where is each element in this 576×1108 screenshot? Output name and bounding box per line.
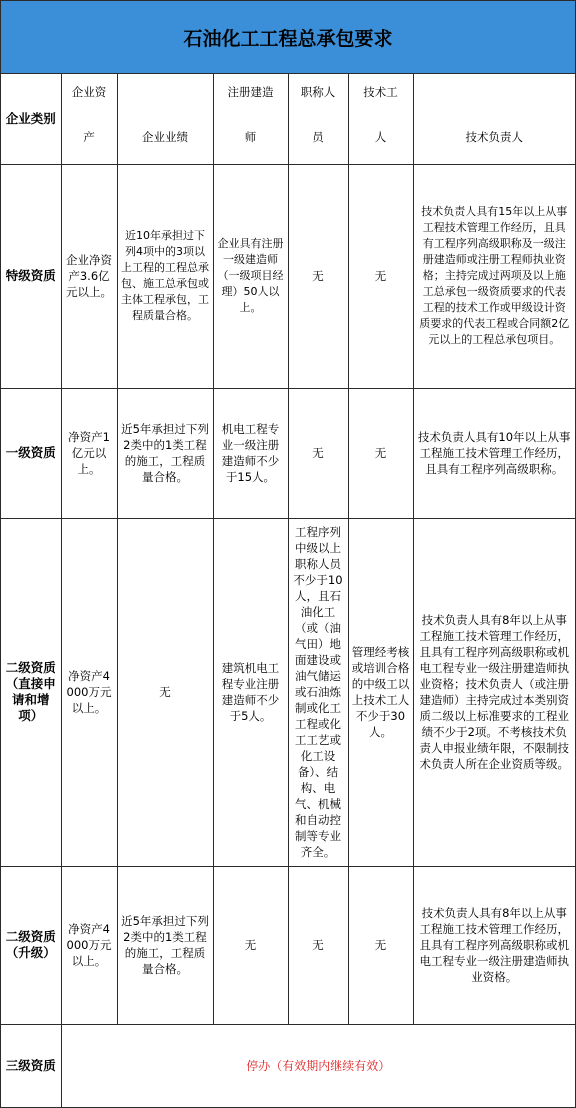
header-workers-top: 技术工 (348, 74, 413, 110)
row-tech-lead: 技术负责人具有10年以上从事工程施工技术管理工作经历，且具有工程序列高级职称。 (413, 388, 575, 518)
header-title-staff-bottom: 员 (288, 110, 348, 164)
row-performance: 近5年承担过下列2类中的1类工程的施工，工程质量合格。 (117, 866, 213, 1024)
header-performance-top (117, 74, 213, 110)
row-assets: 净资产4000万元以上。 (61, 866, 117, 1024)
header-performance: 企业业绩 (117, 110, 213, 164)
table-row (1, 866, 575, 1024)
row-tech-lead: 技术负责人具有8年以上从事工程施工技术管理工作经历，且具有工程序列高级职称或机电工程专业一级注册建造师执业资格；技术负责人（或注册建造师）主持完成过本类别资质二级以上标准要求的工程业绩不少于2项。不考核技术负责人申报业绩年限，不限制技术负责人所在企业资质等级。 (413, 518, 575, 866)
row-workers: 管理经考核或培训合格的中级工以上技术工人不少于30人。 (348, 518, 413, 866)
row-workers: 无 (348, 866, 413, 1024)
row-title-staff: 无 (288, 388, 348, 518)
row-category: 二级资质（升级） (1, 866, 61, 1024)
page-title: 石油化工工程总承包要求 (1, 1, 575, 74)
suspended-notice: 停办（有效期内继续有效） (61, 1024, 575, 1107)
header-assets-bottom: 产 (61, 110, 117, 164)
row-performance: 近10年承担过下列4项中的3项以上工程的工程总承包、施工总承包或主体工程承包，工程质量合格。 (117, 164, 213, 388)
row-workers: 无 (348, 164, 413, 388)
row-assets: 净资产1亿元以上。 (61, 388, 117, 518)
requirements-table (1, 74, 575, 1107)
header-title-staff-top: 职称人 (288, 74, 348, 110)
header-row-top (1, 74, 575, 110)
row-title-staff: 无 (288, 866, 348, 1024)
row-title-staff: 工程序列中级以上职称人员不少于10人，且石油化工（或（油气田）地面建设或油气储运或石油炼制或化工工程或化工工艺或化工设备）、结构、电气、机械和自动控制等专业齐全。 (288, 518, 348, 866)
row-performance: 近5年承担过下列2类中的1类工程的施工，工程质量合格。 (117, 388, 213, 518)
row-builder: 企业具有注册一级建造师（一级项目经理）50人以上。 (213, 164, 288, 388)
table-row (1, 518, 575, 866)
row-category: 一级资质 (1, 388, 61, 518)
row-performance: 无 (117, 518, 213, 866)
header-tech-lead: 技术负责人 (413, 110, 575, 164)
row-builder: 无 (213, 866, 288, 1024)
row-category: 二级资质（直接申请和增项） (1, 518, 61, 866)
row-workers: 无 (348, 388, 413, 518)
header-tech-lead-top (413, 74, 575, 110)
row-builder: 机电工程专业一级注册建造师不少于15人。 (213, 388, 288, 518)
header-assets-top: 企业资 (61, 74, 117, 110)
table-row (1, 1024, 575, 1107)
row-category: 特级资质 (1, 164, 61, 388)
row-category: 三级资质 (1, 1024, 61, 1107)
row-tech-lead: 技术负责人具有8年以上从事工程施工技术管理工作经历，且具有工程序列高级职称或机电工程专业一级注册建造师执业资格。 (413, 866, 575, 1024)
table-row (1, 388, 575, 518)
table-row (1, 164, 575, 388)
header-row-bottom (1, 110, 575, 164)
header-category: 企业类别 (1, 74, 61, 164)
header-builder-top: 注册建造 (213, 74, 288, 110)
header-builder-bottom: 师 (213, 110, 288, 164)
row-builder: 建筑机电工程专业注册建造师不少于5人。 (213, 518, 288, 866)
row-tech-lead: 技术负责人具有15年以上从事工程技术管理工作经历，且具有工程序列高级职称及一级注册建造师或注册工程师执业资格；主持完成过两项及以上施工总承包一级资质要求的代表工程的技术工作或甲级设计资质要求的代表工程或合同额2亿元以上的工程总承包项目。 (413, 164, 575, 388)
header-workers-bottom: 人 (348, 110, 413, 164)
row-assets: 企业净资产3.6亿元以上。 (61, 164, 117, 388)
row-title-staff: 无 (288, 164, 348, 388)
row-assets: 净资产4000万元以上。 (61, 518, 117, 866)
